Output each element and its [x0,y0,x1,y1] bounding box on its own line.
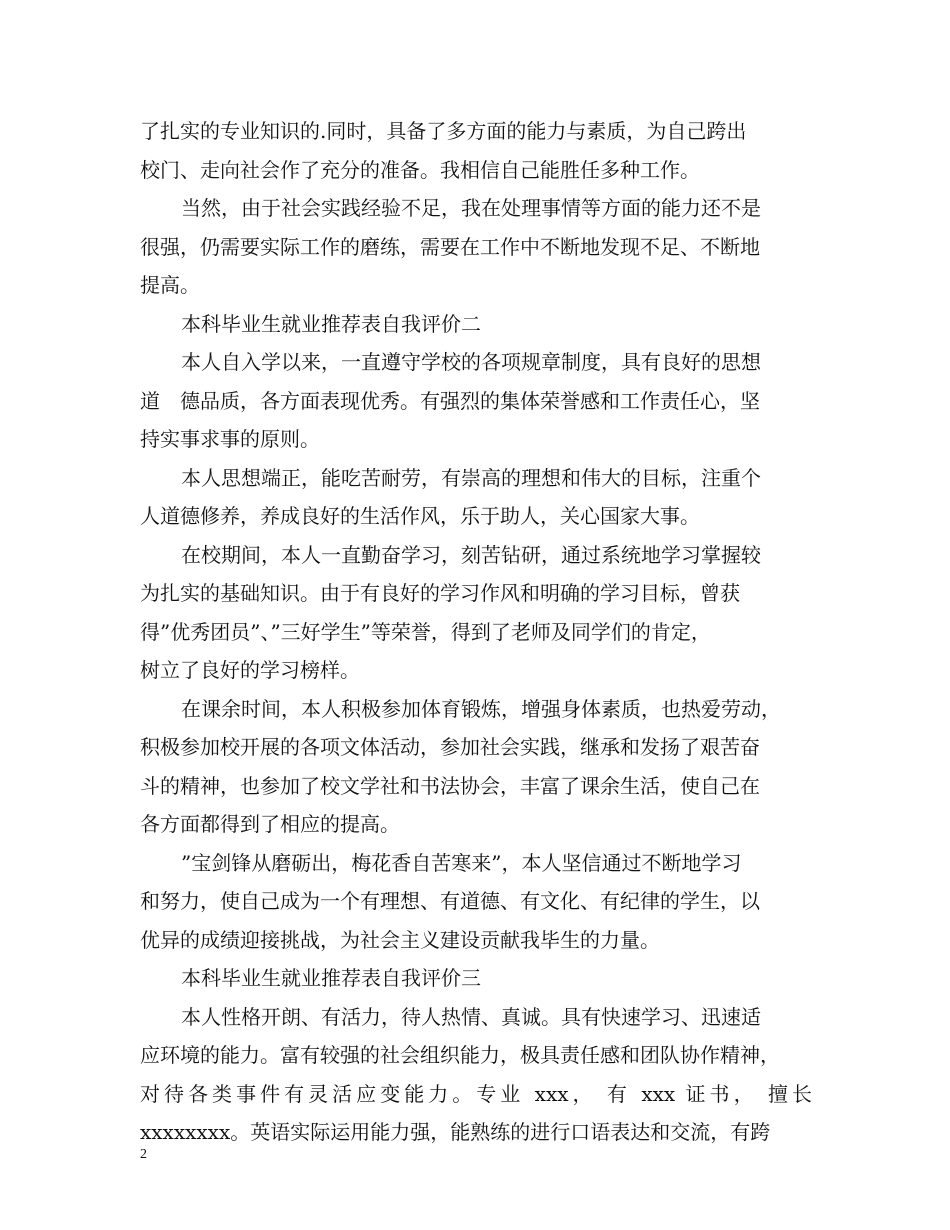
text-line: 人道德修养，养成良好的生活作风，乐于助人，关心国家大事。 [140,504,700,528]
document-body [140,112,812,1152]
text-line: 得”优秀团员”、”三好学生”等荣誉，得到了老师及同学们的肯定， [140,619,711,644]
text-line: 道 德品质，各方面表现优秀。有强烈的集体荣誉感和工作责任心，坚 [140,388,760,413]
text-line: 校门、走向社会作了充分的准备。我相信自己能胜任多种工作。 [140,157,700,182]
page-number: 2 [140,1147,147,1162]
text-line: 对待各类事件有灵活应变能力。专业 xxx， 有 xxx 证书， 擅长 [140,1081,812,1106]
section-heading: 本科毕业生就业推荐表自我评价二 [181,311,481,336]
text-line: 为扎实的基础知识。由于有良好的学习作风和明确的学习目标，曾获 [140,581,740,605]
text-line: 和努力，使自己成为一个有理想、有道德、有文化、有纪律的学生，以 [140,889,760,913]
text-line: 提高。 [140,273,200,297]
text-line: 很强，仍需要实际工作的磨练，需要在工作中不断地发现不足、不断地 [140,234,760,259]
text-line: 当然，由于社会实践经验不足，我在处理事情等方面的能力还不是 [181,196,761,220]
text-line: 在校期间，本人一直勤奋学习，刻苦钻研，通过系统地学习掌握较 [181,542,761,567]
text-line: 斗的精神，也参加了校文学社和书法协会，丰富了课余生活，使自己在 [140,773,760,798]
text-line: 在课余时间，本人积极参加体育锻炼，增强身体素质，也热爱劳动， [181,696,781,721]
text-line: 各方面都得到了相应的提高。 [140,812,400,836]
text-line: 树立了良好的学习榜样。 [140,658,360,682]
section-heading: 本科毕业生就业推荐表自我评价三 [181,966,481,990]
text-line: 积极参加校开展的各项文体活动，参加社会实践，继承和发扬了艰苦奋 [140,735,760,759]
text-line: 本人性格开朗、有活力，待人热情、真诚。具有快速学习、迅速适 [181,1004,761,1029]
text-line: 应环境的能力。富有较强的社会组织能力，极具责任感和团队协作精神， [140,1043,780,1067]
text-line: 本人思想端正，能吃苦耐劳，有崇高的理想和伟大的目标，注重个 [181,465,761,490]
text-line: ”宝剑锋从磨砺出，梅花香自苦寒来”，本人坚信通过不断地学习 [181,850,742,875]
text-line: 了扎实的专业知识的.同时，具备了多方面的能力与素质，为自己跨出 [140,119,747,143]
text-line: xxxxxxxx。英语实际运用能力强，能熟练的进行口语表达和交流，有跨 [140,1120,771,1144]
text-line: 优异的成绩迎接挑战，为社会主义建设贡献我毕生的力量。 [140,927,660,952]
text-line: 本人自入学以来，一直遵守学校的各项规章制度，具有良好的思想 [181,350,761,374]
text-line: 持实事求事的原则。 [140,427,320,451]
